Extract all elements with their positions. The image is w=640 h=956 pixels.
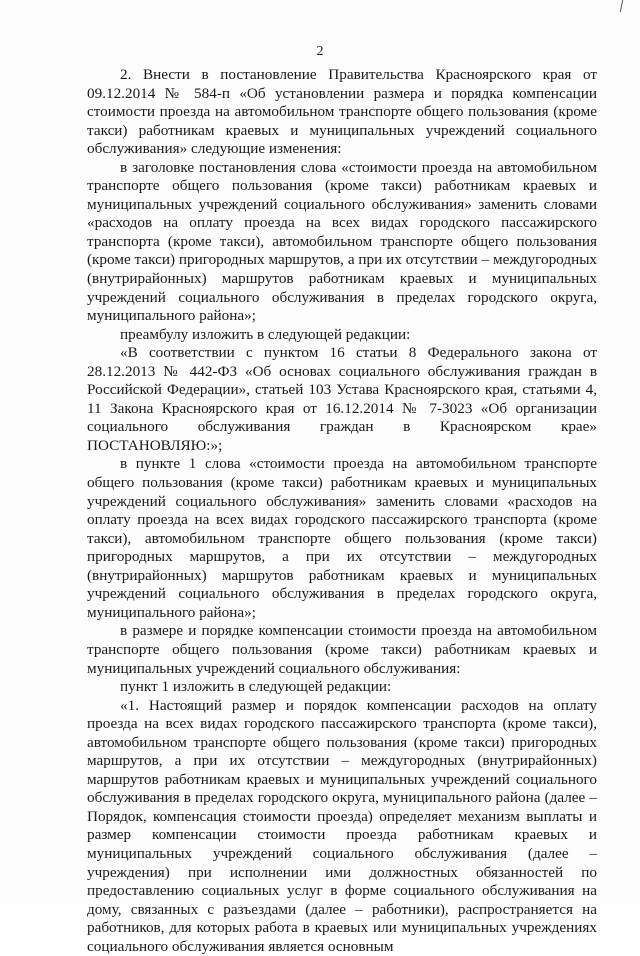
paragraph-point1-intro: пункт 1 изложить в следующей редакции:: [120, 678, 392, 696]
paragraph-preamble-intro: преамбулу изложить в следующей редакции:: [120, 325, 411, 343]
paragraph-point1-change: в пункте 1 слова «стоимости проезда на автомобильном транспорте общего пользования (кроме такси) работникам краевых и муниципальных учреждений социального обслуживания» заменить словами «расходов на оплату проезда на всех видах городского пассажирского транспорта (кроме такси), автомобильном транспорте общего пользования (кроме такси) пригородных маршрутов, а при их отсутствии – междугородных (внутрирайонных) маршрутов работникам краевых и муниципальных учреждений социального обслуживания в пределах городского округа, муниципального района»;: [87, 455, 597, 621]
paragraph-order-change: в размере и порядке компенсации стоимости проезда на автомобильном транспорте общего пользования (кроме такси) работникам краевых и муниципальных учреждений социального обслуживания:: [87, 622, 597, 677]
document-body: [87, 66, 597, 956]
paragraph-preamble-text: «В соответствии с пунктом 16 статьи 8 Федерального закона от 28.12.2013 № 442-ФЗ «Об основах социального обслуживания граждан в Российской Федерации», статьей 103 Устава Красноярского края, статьями 4, 11 Закона Красноярского края от 16.12.2014 № 7-3023 «Об организации социального обслуживания граждан в Красноярском крае» ПОСТАНОВЛЯЮ:»;: [87, 344, 597, 454]
paragraph-point1-text: «1. Настоящий размер и порядок компенсации расходов на оплату проезда на всех видах городского пассажирского транспорта (кроме такси), автомобильном транспорте общего пользования (кроме такси) пригородных маршрутов, а при их отсутствии – междугородных (внутрирайонных) маршрутов работникам краевых и муниципальных учреждений социального обслуживания в пределах городского округа, муниципального района (далее – Порядок, компенсация стоимости проезда) определяет механизм выплаты и размер компенсации стоимости проезда работникам краевых и муниципальных учреждений социального обслуживания (далее – учреждения) при исполнении ими должностных обязанностей по предоставлению социальных услуг в форме социального обслуживания на дому, связанных с разъездами (далее – работники), распространяется на работников, для которых работа в краевых или муниципальных учреждениях социального обслуживания является основным: [87, 696, 597, 955]
paragraph-amendment-intro: 2. Внести в постановление Правительства Красноярского края от 09.12.2014 № 584-п «Об установлении размера и порядка компенсации стоимости проезда на автомобильном транспорте общего пользования (кроме такси) работникам краевых и муниципальных учреждений социального обслуживания» следующие изменения:: [87, 66, 597, 158]
scan-corner-mark: [620, 0, 623, 12]
paragraph-title-change: в заголовке постановления слова «стоимости проезда на автомобильном транспорте общего пользования (кроме такси) работникам краевых и муниципальных учреждений социального обслуживания» заменить словами «расходов на оплату проезда на всех видах городского пассажирского транспорта (кроме такси), автомобильном транспорте общего пользования (кроме такси) пригородных маршрутов, а при их отсутствии – междугородных (внутрирайонных) маршрутов работникам краевых и муниципальных учреждений социального обслуживания в пределах городского округа, муниципального района»;: [87, 158, 597, 325]
page-number: 2: [316, 44, 324, 59]
